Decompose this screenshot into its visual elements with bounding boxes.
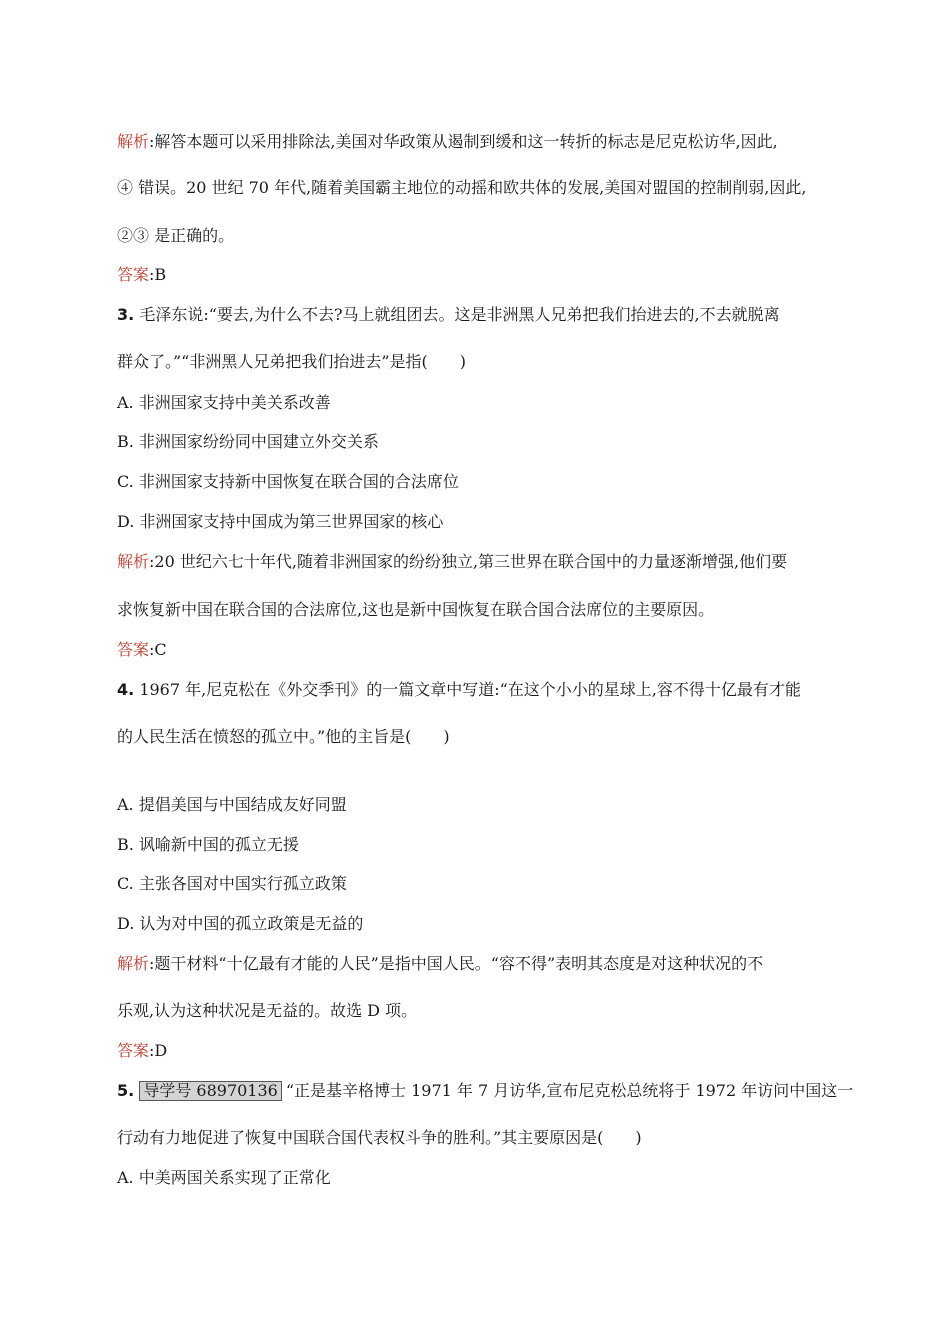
q3-analysis-label: 解析: [117, 552, 150, 571]
q4-answer-value: :D: [149, 1041, 168, 1060]
q3-number: 3.: [117, 305, 135, 324]
q4-option-a: A. 提倡美国与中国结成友好同盟: [117, 795, 347, 814]
q5-number: 5.: [117, 1081, 135, 1100]
q2-analysis-text-1: :解答本题可以采用排除法,美国对华政策从遏制到缓和这一转折的标志是尼克松访华,因此,: [149, 132, 778, 151]
q4-analysis-label: 解析: [117, 954, 150, 973]
q4-number: 4.: [117, 680, 135, 699]
q3-option-c: C. 非洲国家支持新中国恢复在联合国的合法席位: [117, 472, 459, 491]
q4-option-c: C. 主张各国对中国实行孤立政策: [117, 874, 347, 893]
q4-answer: [117, 1041, 840, 1061]
q3-analysis-text-1: :20 世纪六七十年代,随着非洲国家的纷纷独立,第三世界在联合国中的力量逐渐增强,他们要: [149, 552, 788, 571]
q3-option-d: D. 非洲国家支持中国成为第三世界国家的核心: [117, 512, 444, 531]
q3-analysis-line-2: 求恢复新中国在联合国的合法席位,这也是新中国恢复在联合国合法席位的主要原因。: [117, 600, 715, 619]
q3-stem-line-1: [117, 305, 840, 325]
q2-analysis-label: 解析: [117, 132, 150, 151]
q2-answer-label: 答案: [117, 265, 150, 284]
q4-option-d: D. 认为对中国的孤立政策是无益的: [117, 914, 364, 933]
q3-stem-line-2: 群众了。”“非洲黑人兄弟把我们抬进去”是指( ): [117, 352, 467, 371]
q3-answer: [117, 640, 840, 660]
q4-analysis-text-1: :题干材料“十亿最有才能的人民”是指中国人民。“容不得”表明其态度是对这种状况的不: [149, 954, 764, 973]
q4-answer-label: 答案: [117, 1041, 150, 1060]
q3-answer-value: :C: [149, 640, 167, 659]
q2-answer-value: :B: [149, 265, 167, 284]
q4-option-b: B. 讽喻新中国的孤立无援: [117, 835, 299, 854]
q2-analysis-line-3: ②③ 是正确的。: [117, 226, 235, 245]
q4-stem-line-1: [117, 680, 840, 700]
q4-analysis-line-2: 乐观,认为这种状况是无益的。故选 D 项。: [117, 1001, 418, 1020]
q5-stem-line-1: [117, 1081, 854, 1101]
q3-option-a: A. 非洲国家支持中美关系改善: [117, 393, 331, 412]
q3-stem-text-1: 毛泽东说:“要去,为什么不去?马上就组团去。这是非洲黑人兄弟把我们抬进去的,不去就脱离: [139, 305, 780, 324]
q2-answer: [117, 265, 840, 285]
q3-answer-label: 答案: [117, 640, 150, 659]
q3-option-b: B. 非洲国家纷纷同中国建立外交关系: [117, 432, 379, 451]
q3-analysis-line-1: [117, 552, 840, 572]
q4-stem-line-2: 的人民生活在愤怒的孤立中。”他的主旨是( ): [117, 727, 450, 746]
q4-analysis-line-1: [117, 954, 840, 974]
q2-analysis-line-1: [117, 132, 840, 152]
q5-stem-text-1: “正是基辛格博士 1971 年 7 月访华,宣布尼克松总统将于 1972 年访问中国这一: [285, 1081, 854, 1100]
q5-option-a: A. 中美两国关系实现了正常化: [117, 1168, 331, 1187]
q5-stem-line-2: 行动有力地促进了恢复中国联合国代表权斗争的胜利。”其主要原因是( ): [117, 1128, 642, 1147]
q4-stem-text-1: 1967 年,尼克松在《外交季刊》的一篇文章中写道:“在这个小小的星球上,容不得十亿最有才能: [139, 680, 801, 699]
q2-analysis-line-2: ④ 错误。20 世纪 70 年代,随着美国霸主地位的动摇和欧共体的发展,美国对盟国的控制削弱,因此,: [117, 178, 807, 197]
guide-number-box[interactable]: 导学号 68970136: [139, 1081, 282, 1101]
